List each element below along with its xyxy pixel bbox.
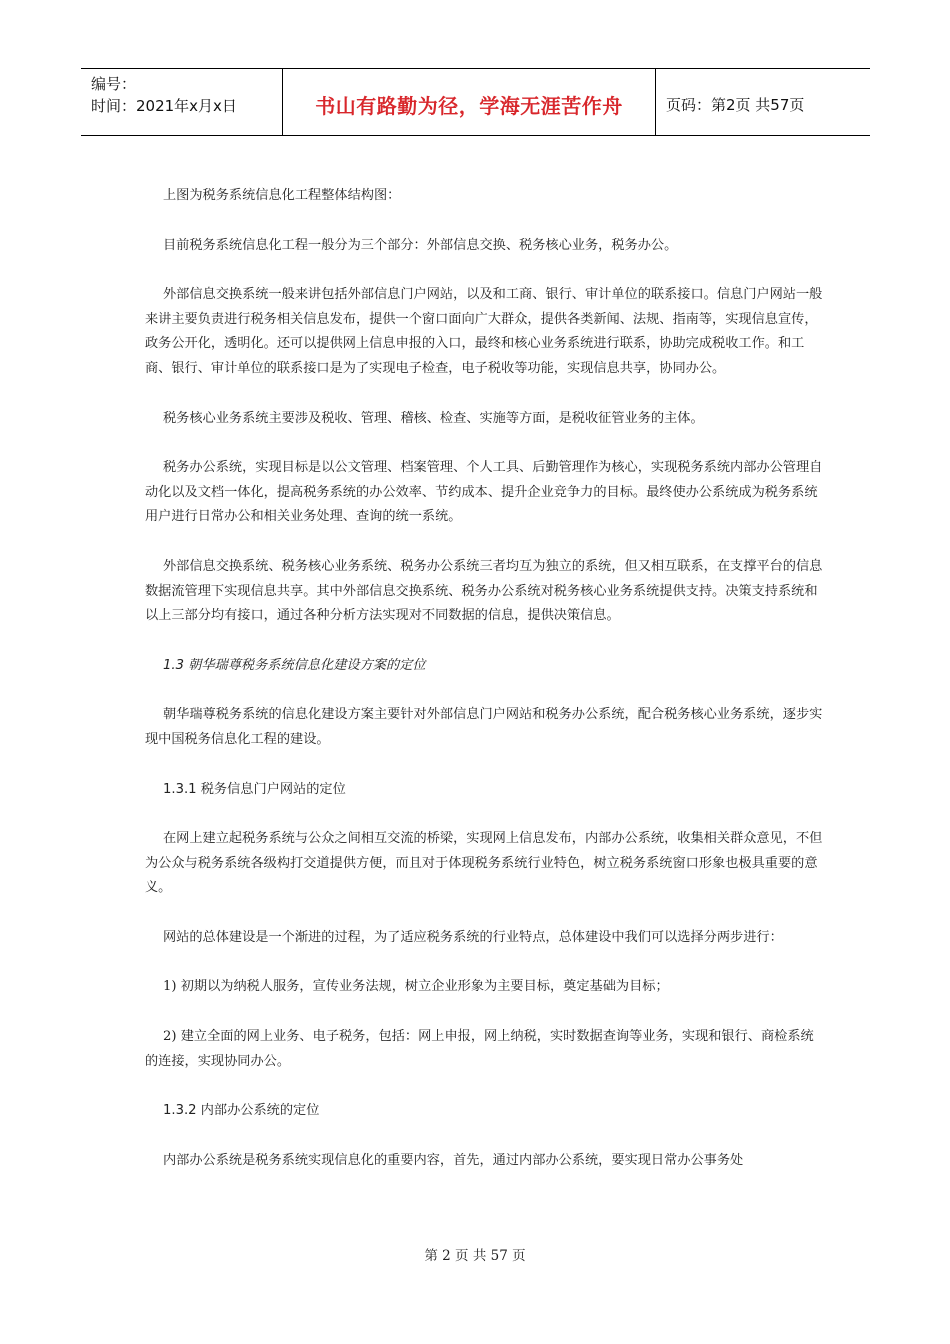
paragraph: 外部信息交换系统、税务核心业务系统、税务办公系统三者均互为独立的系统，但又相互联系，在支撑平台的信息数据流管理下实现信息共享。其中外部信息交换系统、税务办公系统对税务核心业务系统提供支持。决策支持系统和以上三部分均有接口，通过各种分析方法实现对不同数据的信息，提供决策信息。 bbox=[145, 558, 823, 624]
paragraph: 税务办公系统，实现目标是以公文管理、档案管理、个人工具、后勤管理作为核心，实现税务系统内部办公管理自动化以及文档一体化，提高税务系统的办公效率、节约成本、提升企业竞争力的目标。最终使办公系统成为税务系统用户进行日常办公和相关业务处理、查询的统一系统。 bbox=[145, 460, 823, 525]
section-heading: 1.3 朝华瑞尊税务系统信息化建设方案的定位 bbox=[163, 657, 426, 673]
paragraph: 网站的总体建设是一个渐进的过程，为了适应税务系统的行业特点，总体建设中我们可以选择分两步进行： bbox=[163, 929, 783, 945]
page-footer: 第 2 页 共 57 页 bbox=[424, 1248, 526, 1264]
number-label: 编号： bbox=[91, 75, 137, 93]
list-item: 1) 初期以为纳税人服务，宣传业务法规，树立企业形象为主要目标，奠定基础为目标； bbox=[163, 979, 669, 995]
paragraph: 在网上建立起税务系统与公众之间相互交流的桥梁，实现网上信息发布，内部办公系统，收集相关群众意见，不但为公众与税务系统各级构打交道提供方便，而且对于体现税务系统行业特色，树立税务系统窗口形象也极具重要的意义。 bbox=[145, 831, 823, 896]
page-label: 页码：第2页 共57页 bbox=[666, 95, 805, 114]
subsection-heading: 1.3.1 税务信息门户网站的定位 bbox=[163, 781, 346, 797]
paragraph: 内部办公系统是税务系统实现信息化的重要内容，首先，通过内部办公系统，要实现日常办公事务处 bbox=[163, 1152, 744, 1168]
time-label: 时间：2021年x月x日 bbox=[91, 97, 237, 115]
paragraph: 税务核心业务系统主要涉及税收、管理、稽核、检查、实施等方面，是税收征管业务的主体。 bbox=[163, 410, 704, 426]
document-body bbox=[145, 184, 825, 1198]
list-item: 2) 建立全面的网上业务、电子税务，包括：网上申报，网上纳税，实时数据查询等业务，实现和银行、商检系统的连接，实现协同办公。 bbox=[145, 1029, 814, 1069]
subsection-heading: 1.3.2 内部办公系统的定位 bbox=[163, 1103, 320, 1119]
page-header bbox=[81, 68, 870, 136]
paragraph: 朝华瑞尊税务系统的信息化建设方案主要针对外部信息门户网站和税务办公系统，配合税务核心业务系统，逐步实现中国税务信息化工程的建设。 bbox=[145, 707, 823, 747]
paragraph: 上图为税务系统信息化工程整体结构图： bbox=[163, 188, 401, 203]
motto: 书山有路勤为径，学海无涯苦作舟 bbox=[283, 69, 656, 135]
header-info-cell bbox=[81, 69, 283, 135]
paragraph: 目前税务系统信息化工程一般分为三个部分：外部信息交换、税务核心业务，税务办公。 bbox=[163, 237, 678, 253]
paragraph: 外部信息交换系统一般来讲包括外部信息门户网站，以及和工商、银行、审计单位的联系接口。信息门户网站一般来讲主要负责进行税务相关信息发布，提供一个窗口面向广大群众，提供各类新闻、法规、指南等，实现信息宣传，政务公开化，透明化。还可以提供网上信息申报的入口，最终和核心业务系统进行联系，协助完成税收工作。和工商、银行、审计单位的联系接口是为了实现电子检查，电子税收等功能，实现信息共享，协同办公。 bbox=[145, 287, 823, 376]
